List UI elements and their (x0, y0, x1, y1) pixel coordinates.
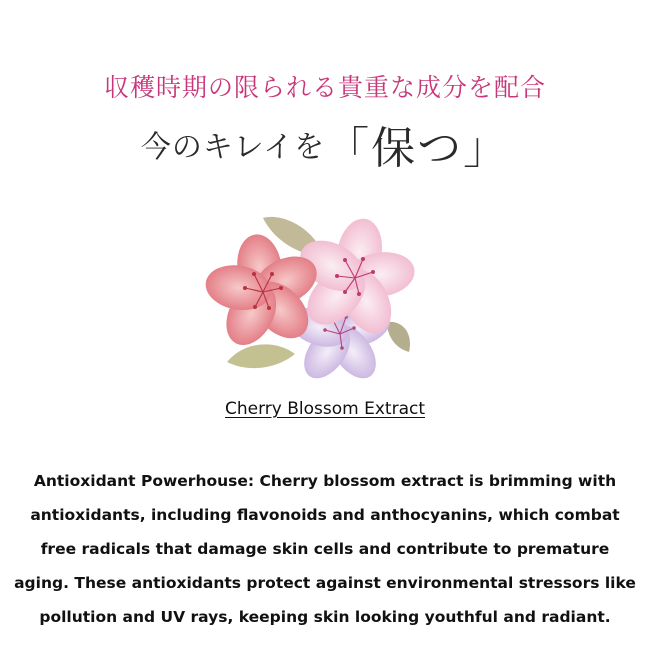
cherry-blossom-illustration (205, 212, 430, 387)
tagline: 収穫時期の限られる貴重な成分を配合 (103, 73, 546, 102)
leaf-bottom-left (227, 344, 295, 368)
headline-lead: 今のキレイを (140, 130, 326, 165)
ingredient-title: Cherry Blossom Extract (225, 399, 425, 419)
leaf-right (387, 322, 410, 352)
ingredient-description: Antioxidant Powerhouse: Cherry blossom extract is brimming with antioxidants, including flavonoids and anthocyanins, which combat free radicals that damage skin cells and contribute to premature aging. These antioxidants protect against environmental stressors like pollution and UV rays, keeping skin looking youthful and radiant. (14, 472, 636, 626)
headline (0, 112, 650, 174)
headline-emphasis: 「保つ」 (325, 123, 510, 174)
